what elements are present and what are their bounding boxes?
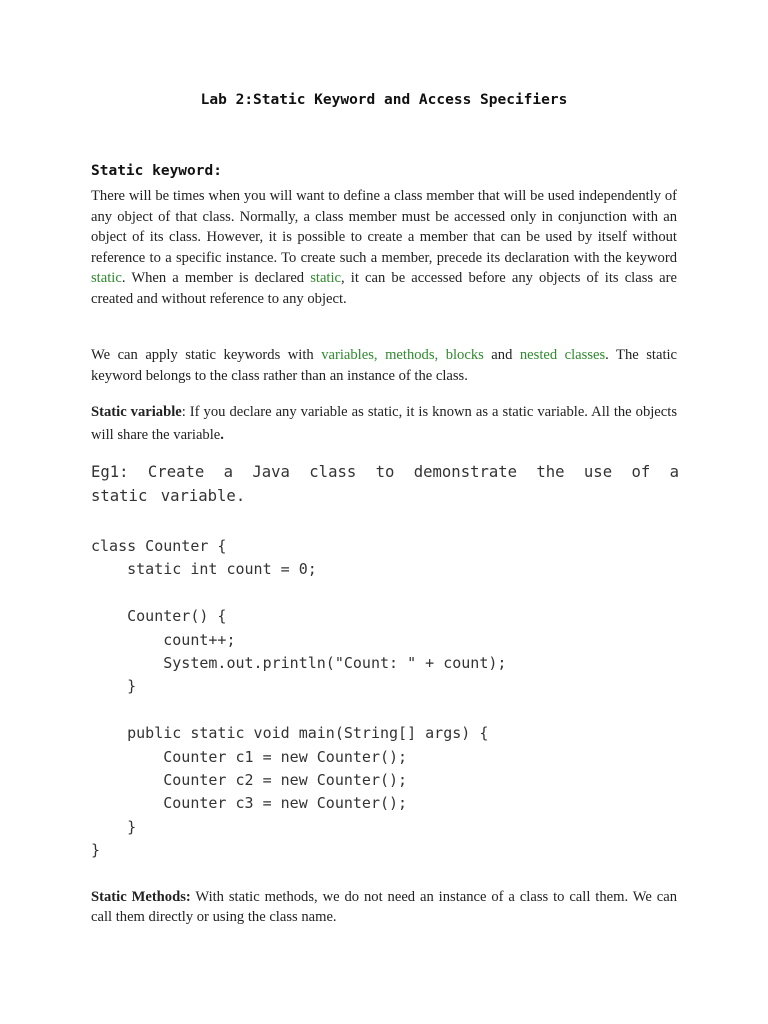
static-variable-label: Static variable [91,404,182,420]
link-variables: variables [321,347,374,363]
paragraph-text: With static methods, we do not need an instance of a class to call them. We can call them directly or using the class name. [91,889,677,925]
static-applies-paragraph [91,345,677,387]
code-line: Counter c1 = new Counter(); [91,747,408,766]
paragraph-text: . When a member is declared [121,270,311,287]
code-line: public static void main(String[] args) { [91,724,489,743]
static-variable-paragraph [91,401,677,447]
code-line: } [91,677,137,696]
link-methods: methods [385,347,435,363]
example-description: Eg1: Create a Java class to demonstrate the use of a static variable. [91,463,679,505]
code-line: Counter c3 = new Counter(); [91,794,408,813]
code-line: Counter() { [91,607,227,626]
static-methods-label: Static Methods: [91,889,191,905]
section-heading-static-keyword: Static keyword: [91,163,222,179]
static-keyword-paragraph [91,186,677,310]
code-block [91,535,506,862]
page-title: Lab 2:Static Keyword and Access Specifiers [200,92,568,108]
paragraph-text: and [483,347,520,363]
paragraph-period: . [220,427,224,443]
link-nested-classes: nested classes [519,347,606,363]
paragraph-text: There will be times when you will want to define a class member that will be used independently of any object of that class. Normally, a class member must be accessed only in conjunction with an object of its class. However, it is possible to create a member that can be used by itself without reference to a specific instance. To create such a member, precede its declaration with the keyword [91,188,677,266]
code-line [91,699,506,722]
code-line: Counter c2 = new Counter(); [91,770,408,789]
paragraph-text: , it can be accessed before any objects of its class are created and without reference to any object. [91,270,677,307]
code-line: count++; [91,630,236,649]
paragraph-text: We can apply static keywords with [91,347,322,363]
keyword-static: static [91,270,122,287]
keyword-static: static [310,270,342,287]
code-line [91,582,506,605]
paragraph-text: : If you declare any variable as static, it is known as a static variable. All the objects will share the variable [91,404,677,443]
code-line: } [91,817,137,836]
code-line: class Counter { [91,537,227,555]
code-line: static int count = 0; [91,560,317,579]
separator: , [434,347,446,363]
code-line: System.out.println("Count: " + count); [91,653,507,672]
paragraph-text: . The static keyword belongs to the class rather than an instance of the class. [91,347,678,384]
code-line: } [91,841,101,860]
separator: , [373,347,386,363]
link-blocks: blocks [445,347,484,363]
static-methods-paragraph [91,887,677,927]
